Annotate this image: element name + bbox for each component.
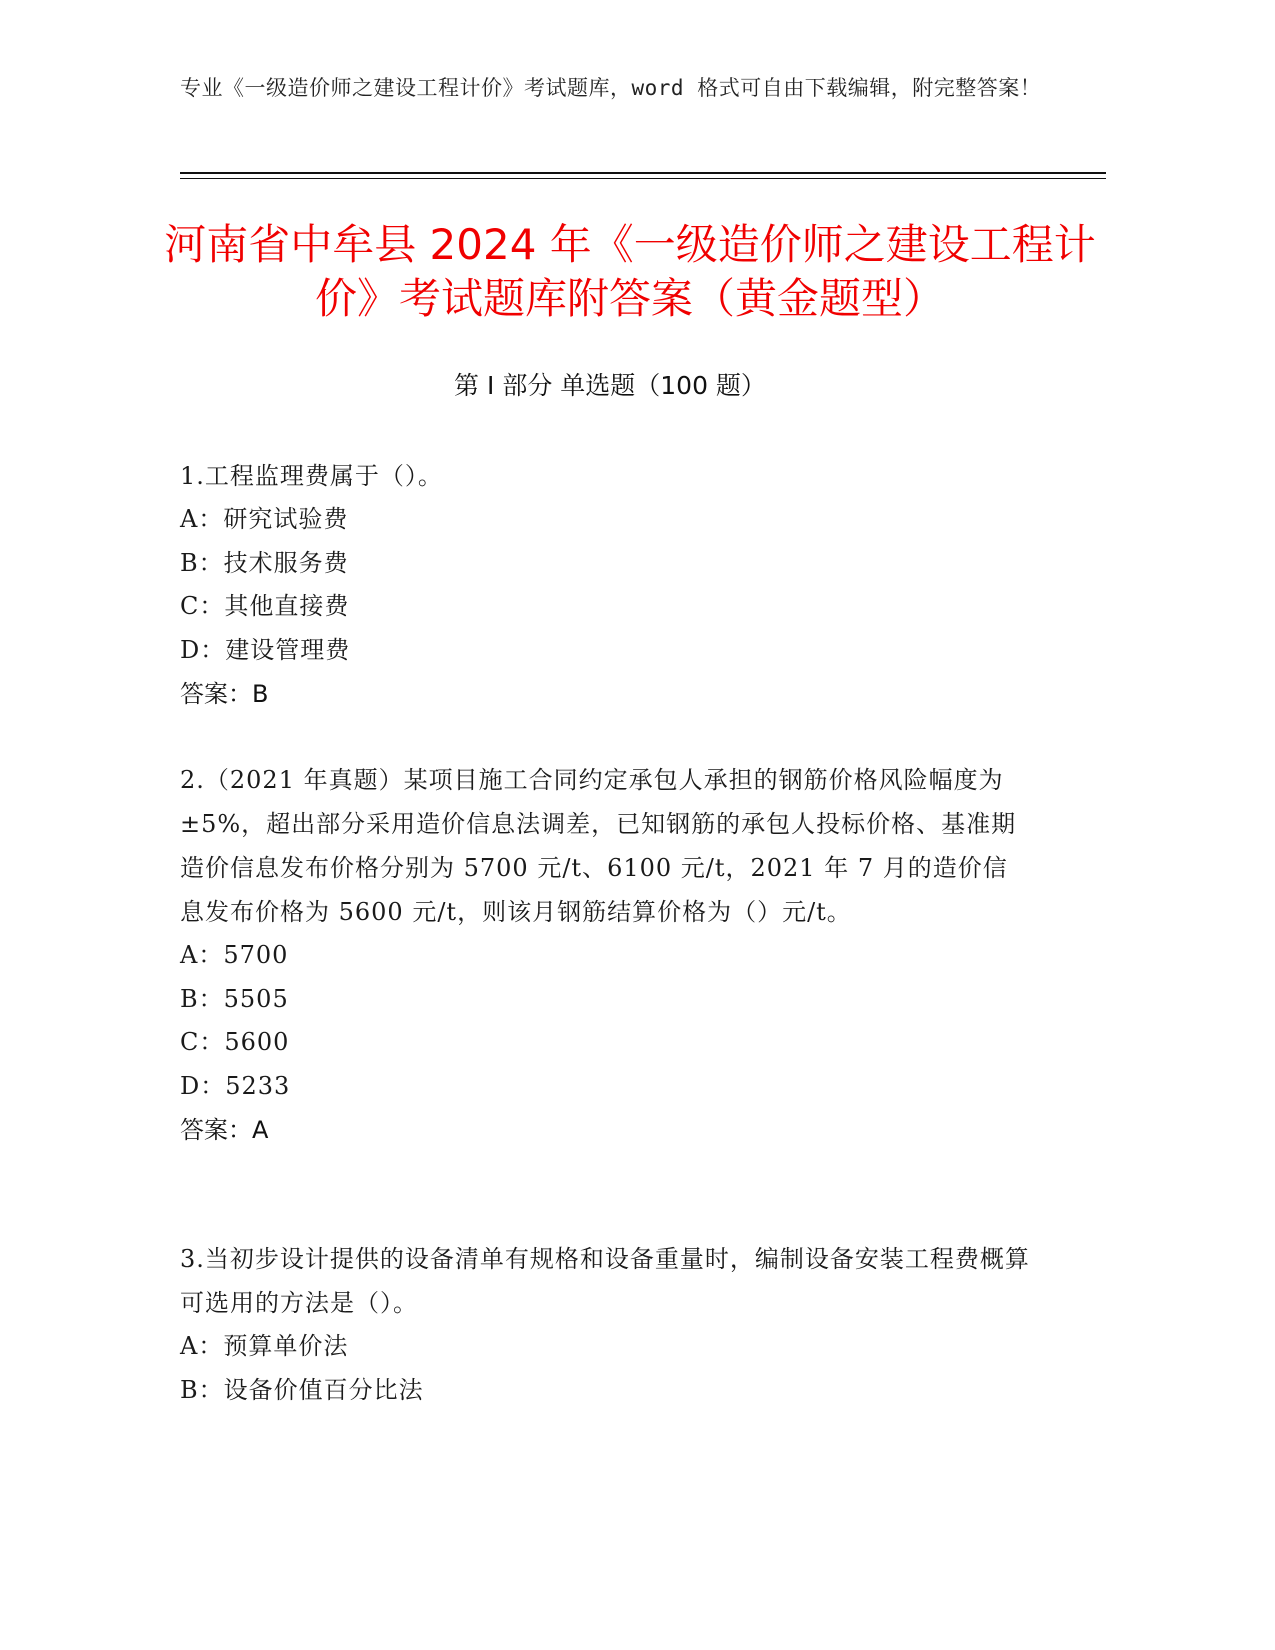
answer: 答案：A	[180, 1116, 269, 1144]
option-b: B：技术服务费	[180, 548, 349, 577]
option-a: A：研究试验费	[180, 505, 349, 533]
option-a: A：预算单价法	[180, 1332, 349, 1360]
option-c: C：5600	[180, 1028, 290, 1056]
header-note: 专业《一级造价师之建设工程计价》考试题库，word 格式可自由下载编辑，附完整答案！	[180, 76, 1042, 100]
header-divider-thin	[180, 178, 1106, 179]
question-2	[180, 758, 1030, 1152]
question-3	[180, 1237, 1030, 1412]
question-stem: 2.（2021 年真题）某项目施工合同约定承包人承担的钢筋价格风险幅度为±5%，超出部分采用造价信息法调差，已知钢筋的承包人投标价格、基准期造价信息发布价格分别为 5700 元/t、6100 元/t，2021 年 7 月的造价信息发布价格为 5600 元/t，则该月钢筋结算价格为（）元/t。	[180, 766, 1017, 926]
header-divider-thick	[180, 172, 1106, 174]
document-title: 河南省中牟县 2024 年《一级造价师之建设工程计价》考试题库附答案（黄金题型）	[164, 220, 1096, 323]
option-b: B：设备价值百分比法	[180, 1375, 424, 1404]
option-c: C：其他直接费	[180, 592, 350, 620]
question-1	[180, 454, 1030, 716]
question-stem: 3.当初步设计提供的设备清单有规格和设备重量时，编制设备安装工程费概算可选用的方法是（）。	[180, 1245, 1030, 1317]
option-d: D：建设管理费	[180, 635, 351, 664]
answer: 答案：B	[180, 680, 269, 708]
option-a: A：5700	[180, 941, 289, 969]
option-b: B：5505	[180, 984, 289, 1013]
section-heading: 第 I 部分 单选题（100 题）	[454, 371, 766, 400]
question-stem: 1.工程监理费属于（）。	[180, 462, 443, 490]
option-d: D：5233	[180, 1071, 291, 1100]
